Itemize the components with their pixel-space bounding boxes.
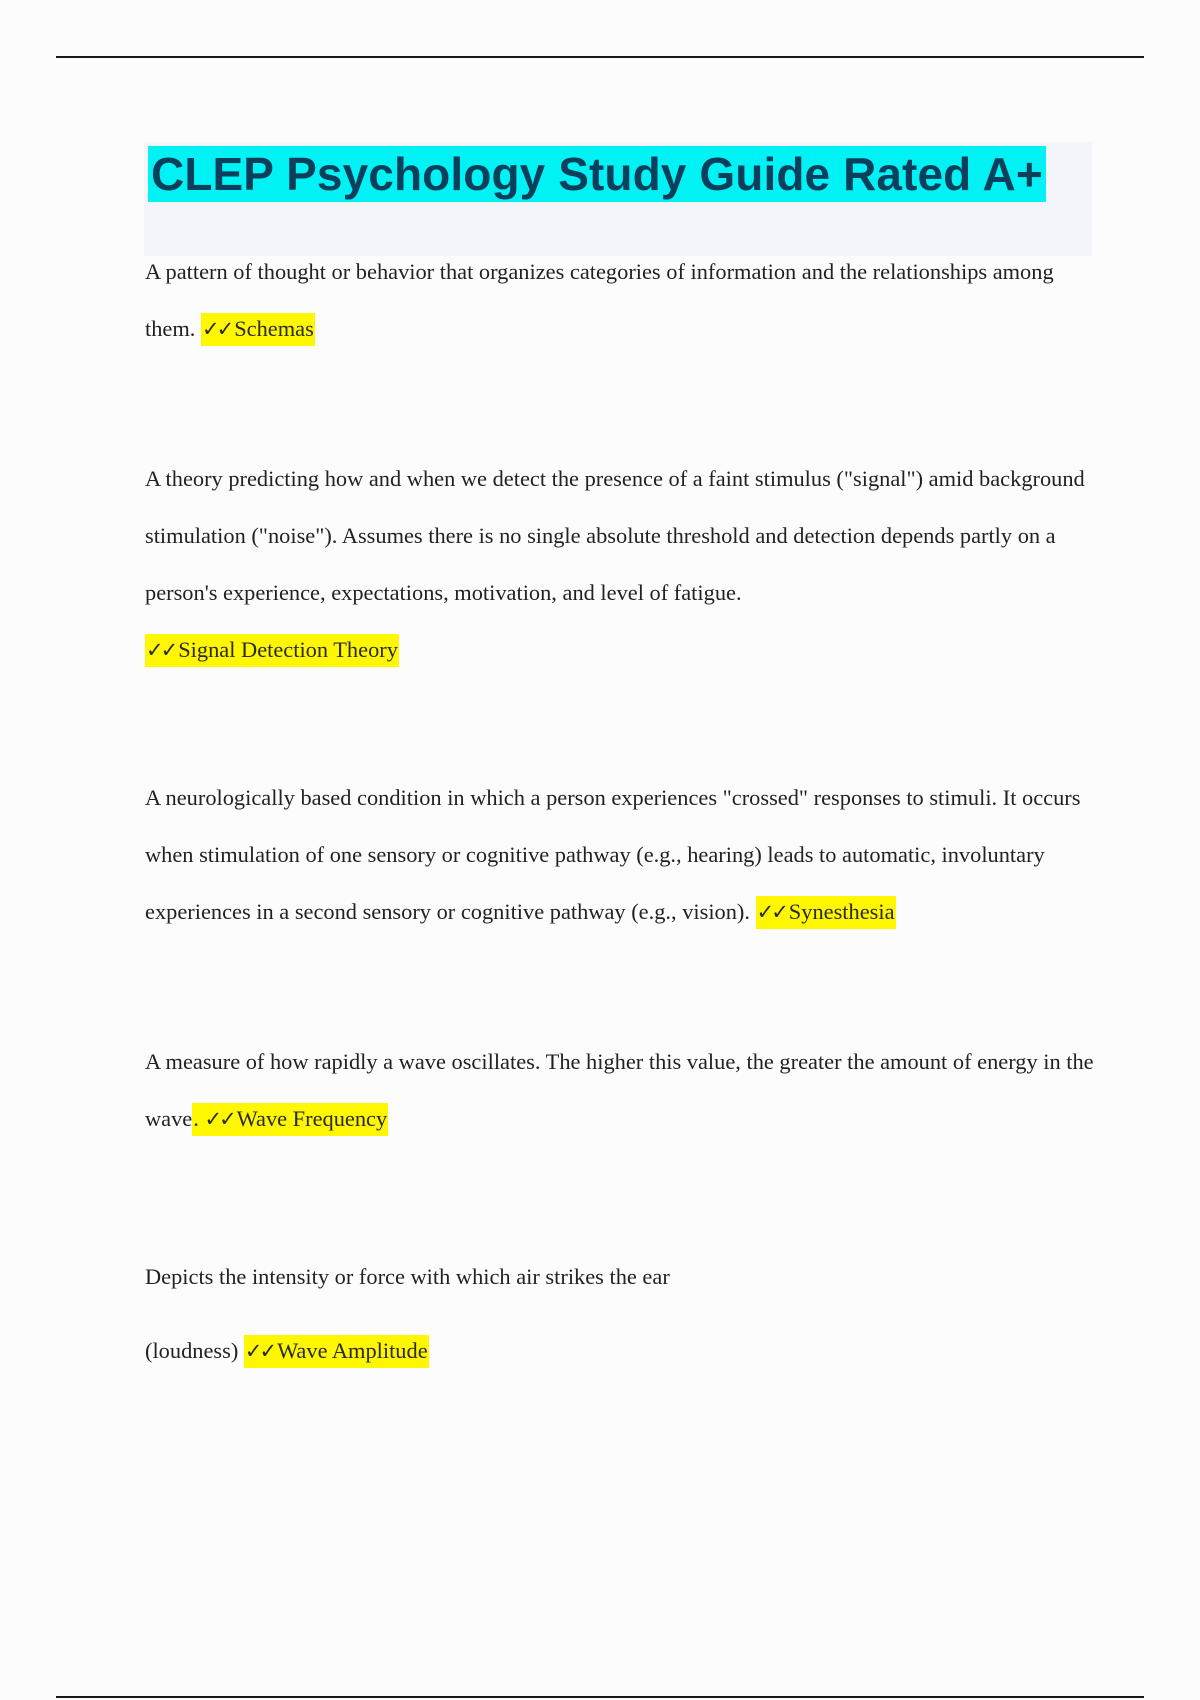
double-checkmark-icon: ✓✓ — [146, 638, 176, 662]
answer-prefix: . — [193, 1106, 199, 1131]
flashcard-question: A theory predicting how and when we detect the presence of a faint stimulus ("signal") amid background stimulation ("noise"). Assumes there is no single absolute threshold and detection depends partly on a person's experience, expectations, motivation, and level of fatigue. — [145, 466, 1085, 605]
answer-text: Schemas — [234, 316, 314, 341]
flashcard-question: A pattern of thought or behavior that organizes categories of information and the relationships among them. — [145, 259, 1054, 341]
flashcard — [145, 450, 1105, 679]
flashcard-answer — [244, 1335, 429, 1368]
flashcard — [145, 769, 1105, 941]
answer-text: Wave Frequency — [236, 1106, 388, 1131]
flashcard-question: Depicts the intensity or force with which air strikes the ear — [145, 1264, 670, 1289]
flashcard-question: A neurologically based condition in which a person experiences "crossed" responses to stimuli. It occurs when stimulation of one sensory or cognitive pathway (e.g., hearing) leads to automatic, involuntary experiences in a second sensory or cognitive pathway (e.g., vision). — [145, 785, 1081, 924]
double-checkmark-icon: ✓✓ — [756, 900, 786, 924]
flashcard-answer — [145, 634, 399, 667]
flashcard-question-continued: (loudness) — [145, 1338, 239, 1363]
page-bottom-rule — [56, 1696, 1144, 1698]
double-checkmark-icon: ✓✓ — [204, 1107, 234, 1131]
double-checkmark-icon: ✓✓ — [244, 1339, 275, 1363]
document-title: CLEP Psychology Study Guide Rated A+ — [148, 146, 1046, 202]
double-checkmark-icon: ✓✓ — [201, 317, 232, 341]
flashcard — [145, 1240, 1105, 1388]
answer-text: Wave Amplitude — [277, 1338, 428, 1363]
flashcard-answer — [201, 313, 315, 346]
flashcard-answer — [192, 1103, 388, 1136]
flashcard — [145, 243, 1105, 358]
flashcard-question: A measure of how rapidly a wave oscillates. The higher this value, the greater the amount of energy in the wave — [145, 1049, 1094, 1131]
page-top-rule — [56, 56, 1144, 58]
answer-text: Signal Detection Theory — [178, 637, 398, 662]
answer-text: Synesthesia — [788, 899, 895, 924]
flashcard — [145, 1033, 1105, 1148]
flashcard-answer — [756, 896, 896, 929]
